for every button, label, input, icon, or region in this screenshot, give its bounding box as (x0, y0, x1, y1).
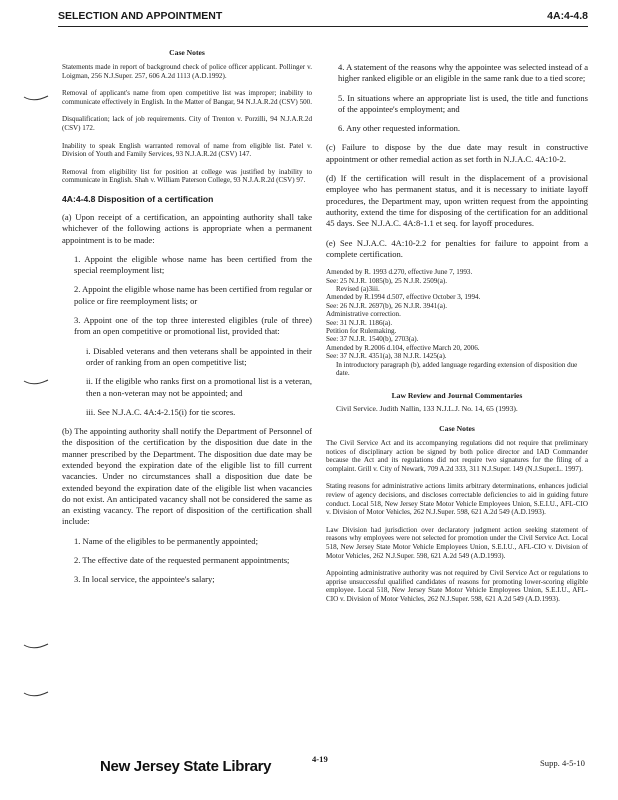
section-heading: 4A:4-4.8 Disposition of a certification (62, 193, 214, 204)
history-line: See: 37 N.J.R. 1540(b), 2703(a). (326, 335, 419, 344)
sub-list-item: iii. See N.J.A.C. 4A:4-2.15(i) for tie scores. (86, 406, 236, 417)
case-note: Law Division had jurisdiction over declaratory judgment action seeking statement of reasons why employees were not selected for promotion under the Civil Service Act. Local 518, New Jersey State Motor Vehicle Employees Union, S.E.I.U., AFL-CIO v. Division of Motor Vehicles, 262 N.J.Super. 598, 621 A.2d 549 (A.D.1993). (326, 525, 588, 560)
list-item: 1. Name of the eligibles to be permanently appointed; (74, 535, 258, 546)
history-notes (326, 268, 588, 377)
sub-list-item: ii. If the eligible who ranks first on a promotional list is a veteran, then a non-veteran may not be appointed; and (86, 376, 312, 398)
list-item: 6. Any other requested information. (338, 123, 461, 134)
header-rule (58, 26, 588, 27)
margin-tick-mark (22, 94, 52, 106)
case-note: Statements made in report of background check of police officer applicant. Pollinger v. Loigman, 256 N.J.Super. 257, 606 A.2d 1113 (A.D.1992). (62, 63, 312, 80)
law-review-citation: Civil Service. Judith Nallin, 133 N.J.L.J. No. 14, 65 (1993). (336, 404, 518, 414)
case-note: Disqualification; lack of job requirements. City of Trenton v. Porzilli, 94 N.J.A.R.2d (CSV) 172. (62, 115, 312, 132)
history-line: See: 31 N.J.R. 1186(a). (326, 318, 393, 327)
history-line: Revised (a)3iii. (336, 284, 380, 293)
list-item: 1. Appoint the eligible whose name has been certified from the special reemployment list; (74, 253, 312, 276)
margin-tick-mark (22, 690, 52, 702)
list-item: 2. The effective date of the requested permanent appointments; (74, 555, 290, 566)
header-title: SELECTION AND APPOINTMENT (58, 10, 223, 22)
history-line: Amended by R.2006 d.104, effective March 20, 2006. (326, 343, 480, 352)
case-notes-heading: Case Notes (439, 424, 475, 434)
case-note: Inability to speak English warranted removal of name from eligible list. Patel v. Division of Youth and Family Services, 93 N.J.A.R.2d (CSV) 147. (62, 141, 312, 159)
history-line: See: 25 N.J.R. 1085(b), 25 N.J.R. 2509(a). (326, 276, 447, 285)
case-note: Removal of applicant's name from open competitive list was improper; inability to communicate effectively in English. In the Matter of Bangar, 94 N.J.A.R.2d (CSV) 500. (62, 89, 312, 106)
list-item: 3. Appoint one of the top three interested eligibles (rule of three) from an open competitive or promotional list, provided that: (74, 315, 312, 337)
history-line: See: 26 N.J.R. 2697(b), 26 N.J.R. 3941(a). (326, 301, 447, 310)
case-notes-heading: Case Notes (169, 48, 205, 57)
case-note: Stating reasons for administrative actions limits arbitrary determinations, enhances judicial review of agency decisions, and discloses correctable deficiencies to aid in guiding future conduct. Local 518, New Jersey State Motor Vehicle Employees Union, S.E.I.U., AFL-CIO v. Division of Motor Vehicles, 262 N.J.Super. 598, 621 A.2d 549 (A.D.1993). (326, 482, 588, 517)
history-line: See: 37 N.J.R. 4351(a), 38 N.J.R. 1425(a). (326, 352, 447, 361)
history-line: Amended by R.1994 d.507, effective October 3, 1994. (326, 293, 481, 302)
law-review-heading: Law Review and Journal Commentaries (391, 391, 523, 401)
running-header (58, 8, 588, 24)
left-column (62, 48, 312, 594)
list-item: 3. In local service, the appointee's salary; (74, 574, 215, 585)
header-section-number: 4A:4-4.8 (547, 10, 588, 22)
library-watermark: New Jersey State Library (100, 758, 272, 775)
right-column (326, 62, 588, 613)
case-note: The Civil Service Act and its accompanying regulations did not require that preliminary notices of disciplinary action be signed by both police director and IAD Commander because the Act and its regulations did not require two signatures for the filing of a complaint. Grill v. City of Newark, 709 A.2d 333, 311 N.J.Super. 149 (N.J.Super.L. 1997). (326, 439, 588, 473)
case-note: Removal from eligibility list for position at college was justified by inability to communicate in English. Shah v. William Paterson College, 93 N.J.A.R.2d (CSV) 97. (62, 167, 312, 185)
supplement-date: Supp. 4-5-10 (540, 758, 585, 768)
margin-tick-mark (22, 642, 52, 654)
list-item: 4. A statement of the reasons why the appointee was selected instead of a higher ranked eligible or an eligible in the same rank due to a tied score; (338, 62, 588, 84)
margin-tick-mark (22, 378, 52, 390)
case-note: Appointing administrative authority was not required by Civil Service Act or regulations to apprise unsuccessful qualified candidates of reasons for promoting lower-scoring eligible employee. Local 518, New Jersey State Motor Vehicle Employees Union, S.E.I.U., AFL-CIO v. Division of Motor Vehicles, 262 N.J.Super. 598, 621 A.2d 549 (A.D.1993). (326, 569, 588, 603)
paragraph-a: (a) Upon receipt of a certification, an appointing authority shall take whichever of the following actions is appropriate when a permanent appointment is to be made: (62, 211, 312, 245)
history-line: In introductory paragraph (b), added language regarding extension of disposition due date. (336, 360, 578, 378)
list-item: 5. In situations where an appropriate list is used, the title and functions of the appointee's employment; and (338, 92, 588, 114)
paragraph-e: (e) See N.J.A.C. 4A:10-2.2 for penalties for failure to appoint from a complete certification. (326, 237, 588, 259)
page-number: 4-19 (312, 754, 328, 764)
paragraph-c: (c) Failure to dispose by the due date may result in constructive appointment or other remedial action as set forth in N.J.A.C. 4A:10-2. (326, 142, 588, 164)
history-line: Petition for Rulemaking. (326, 327, 397, 335)
list-item: 2. Appoint the eligible whose name has been certified from regular or police or fire reemployment lists; or (74, 284, 312, 306)
sub-list-item: i. Disabled veterans and then veterans shall be appointed in their order of ranking from an open competitive list; (86, 345, 312, 367)
paragraph-b: (b) The appointing authority shall notify the Department of Personnel of the disposition of the certification by the disposition due date in the manner prescribed by the Department. The disposition due date may be extended beyond the expiration date of the eligible list to fill current vacancies. Under no circumstances shall a disposition due date be extended beyond the expiration date of the eligible list when vacancies do not exist. An anticipated vacancy shall not be considered the same as an existing vacancy. The report of disposition of the certification shall include: (62, 426, 312, 527)
paragraph-d: (d) If the certification will result in the displacement of a provisional employee who has permanent status, and it is necessary to initiate layoff procedures, the Department may, upon written request from the appointing authority, extend the time for disposing of the certification for an additional 45 days. See N.J.A.C. 4A:8-1.1 et seq. for layoff procedures. (326, 173, 588, 229)
history-line: Amended by R. 1993 d.270, effective June 7, 1993. (326, 268, 473, 277)
history-line: Administrative correction. (326, 310, 401, 319)
